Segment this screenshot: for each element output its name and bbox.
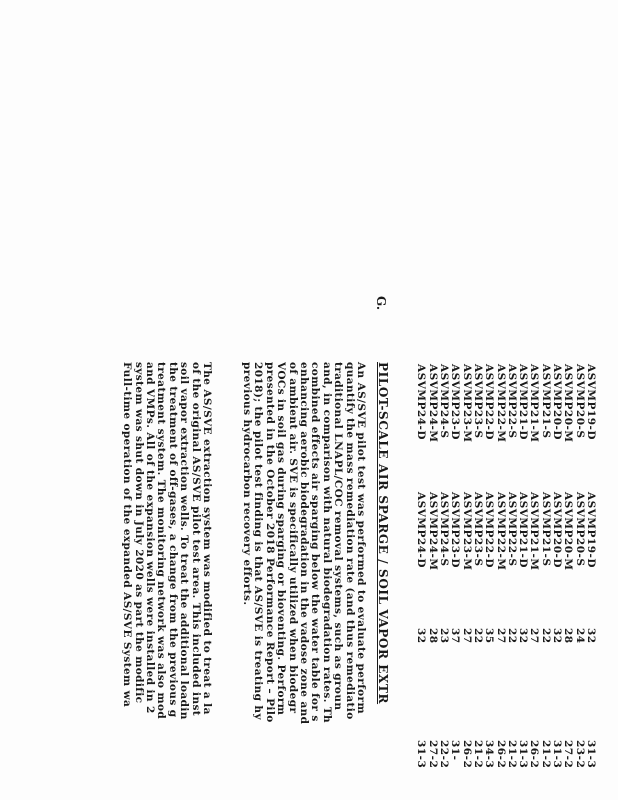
table-cell: 31-3 [415, 740, 428, 769]
paragraph-line: and, in comparison with natural biodegradation rates. Th [320, 362, 333, 724]
table-cell: ASVMP21-S [539, 364, 552, 439]
table-cell: ASVMP24-S [438, 492, 451, 567]
table-cell: ASVMP21-M [528, 492, 541, 571]
table-cell: ASVMP22-S [505, 364, 518, 439]
table-cell: ASVMP23-S [472, 492, 484, 567]
table-cell: ASVMP23-D [449, 492, 462, 568]
paragraph-line: and VMPs. All of the expansion wells were installed in 2 [144, 362, 156, 714]
table-cell: 31-3 [585, 740, 597, 769]
table-cell: ASVMP24-D [415, 364, 428, 440]
table-cell: ASVMP20-M [562, 492, 575, 571]
table-cell: 22 [505, 628, 518, 644]
table-cell: 22 [539, 628, 552, 644]
paragraph-line: 2018); the pilot test finding is that AS/SVE is treating hy [252, 362, 265, 720]
table-cell: 32 [415, 628, 428, 644]
table-cell: ASVMP24-M [426, 364, 439, 443]
paragraph-line: traditional LNAPL/COC removal systems, such as groun [332, 362, 345, 711]
paragraph-line: combined effects air sparging below the water table for s [309, 362, 322, 722]
paragraph-line: VOCs in soil gas during sparging or bioventing. Perform [275, 362, 288, 716]
table-cell: ASVMP20-M [562, 364, 575, 443]
table-cell: 21-2 [472, 740, 484, 769]
table-cell: 32 [585, 628, 597, 644]
table-cell: 26-2 [528, 740, 541, 769]
table-cell: ASVMP21-D [517, 364, 530, 440]
table-cell: ASVMP22-D [483, 492, 496, 568]
paragraph-line: An AS/SVE pilot test was performed to evaluate perform [355, 362, 367, 714]
table-cell: ASVMP21-S [539, 492, 552, 567]
table-cell: 32 [551, 628, 564, 644]
table-cell: ASVMP19-D [585, 364, 597, 440]
table-cell: 31-3 [517, 740, 530, 769]
table-cell: 21-2 [505, 740, 518, 769]
paragraph-line: enhancing aerobic biodegradation in the vadose zone and [298, 362, 310, 725]
table-cell: 23-2 [573, 740, 586, 769]
paragraph-line: of the original AS/SVE pilot test area. This included inst [189, 362, 202, 717]
paragraph-line: Full-time operation of the expanded AS/SVE System wa [121, 362, 134, 708]
table-cell: 27 [528, 628, 541, 644]
table-cell: 27 [460, 628, 473, 644]
table-cell: ASVMP23-S [472, 364, 484, 439]
table-cell: ASVMP23-D [449, 364, 462, 440]
table-cell: 23 [438, 628, 451, 644]
table-cell: 24 [573, 628, 586, 644]
table-cell: 27-2 [562, 740, 575, 769]
table-cell: 22 [472, 628, 484, 644]
table-cell: ASVMP19-D [585, 492, 597, 568]
table-cell: ASVMP24-S [438, 364, 451, 439]
table-cell: 35 [483, 628, 496, 644]
table-cell: 34-3 [483, 740, 496, 769]
table-cell: ASVMP22-M [494, 364, 507, 443]
paragraph-line: presented in the October 2018 Performance Report – Pilo [263, 362, 276, 723]
paragraph-line: The AS/SVE extraction system was modified to treat a la [201, 362, 213, 715]
table-cell: 31-3 [551, 740, 564, 769]
table-cell: ASVMP20-S [573, 364, 586, 439]
table-cell: 28 [426, 628, 439, 644]
table-cell: 28 [562, 628, 575, 644]
table-cell: ASVMP21-D [517, 492, 530, 568]
paragraph-line: treatment system. The monitoring network was also mod [155, 362, 168, 720]
table-cell: 32 [517, 628, 530, 644]
table-cell: ASVMP23-M [460, 492, 473, 571]
table-cell: ASVMP22-S [505, 492, 518, 567]
table-cell: 27-2 [426, 740, 439, 769]
table-cell: ASVMP22-D [483, 364, 496, 440]
table-cell: ASVMP24-M [426, 492, 439, 571]
table-cell: ASVMP21-M [528, 364, 541, 443]
table-cell: 37 [449, 628, 462, 644]
table-cell: 21-2 [539, 740, 552, 769]
table-cell: 27 [494, 628, 507, 644]
table-cell: 26-2 [460, 740, 473, 769]
table-cell: ASVMP20-S [573, 492, 586, 567]
paragraph-line: soil vapor extraction wells. To treat the additional loadin [178, 362, 191, 720]
table-cell: ASVMP20-D [551, 492, 564, 568]
table-cell: ASVMP23-M [460, 364, 473, 443]
table-cell: ASVMP24-D [415, 492, 428, 568]
table-cell: 22-2 [438, 740, 451, 769]
table-cell: ASVMP22-M [494, 492, 507, 571]
table-cell: 31- [449, 740, 462, 761]
section-heading: PILOT-SCALE AIR SPARGE / SOIL VAPOR EXTR [376, 362, 390, 705]
table-cell: ASVMP20-D [551, 364, 564, 440]
paragraph-line: quantify the mass remediation rate (and thus remediatio [343, 362, 356, 720]
paragraph-line: the treatment of off-gases, a change from the previous g [166, 362, 179, 718]
paragraph-line: of ambient air. SVE is specifically utilized when biodegr [286, 362, 299, 714]
paragraph-line: system was shut down in July 2020 as part the modific [132, 362, 145, 704]
paragraph-line: previous hydrocarbon recovery efforts. [241, 362, 253, 606]
table-cell: 26-2 [494, 740, 507, 769]
section-letter: G. [374, 296, 388, 310]
